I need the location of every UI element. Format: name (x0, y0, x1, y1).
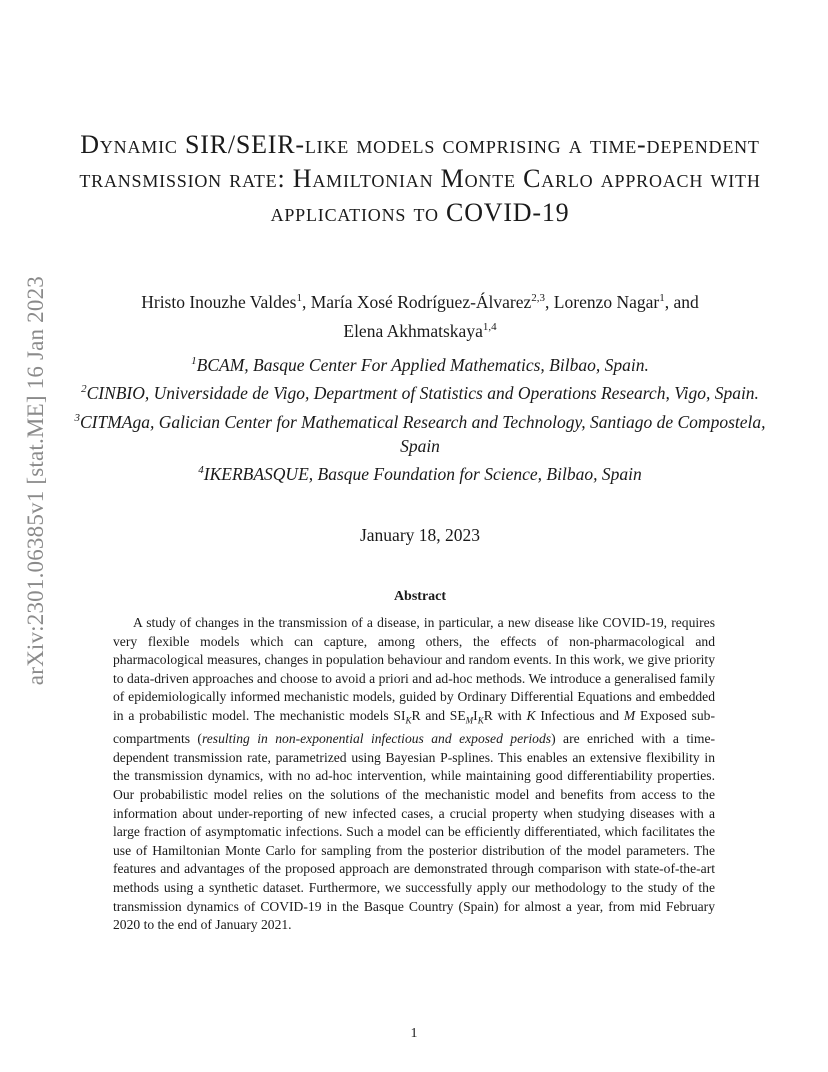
author-separator: , (301, 291, 311, 312)
model-subscript: M (465, 715, 474, 726)
abstract-text: Infectious and (535, 707, 624, 723)
author-affiliation-mark: 2,3 (531, 292, 546, 304)
model-name-part: SE (449, 707, 466, 723)
affiliation-text: BCAM, Basque Center For Applied Mathematics, Bilbao, Spain. (196, 354, 649, 375)
publication-date: January 18, 2023 (359, 525, 481, 545)
abstract-text: A study of changes in the transmission of a disease, in particular, a new disease like COVID-19, requires very flexible models which can capture, among others, the effects of non-pharmacological and pharmacological measures, changes in population behaviour and random events. In this work, we give priority to data-driven approaches and choose to avoid a priori and ad-hoc methods. We introduce a generalised family of epidemiologically informed mechanistic models, guided by Ordinary Differential Equations and embedded in a probabilistic model. The mechanistic models (113, 615, 715, 723)
affiliation (60, 458, 780, 486)
model-subscript: K (405, 715, 412, 726)
author-affiliation-mark: 1,4 (482, 320, 497, 333)
affiliation-text: CINBIO, Universidade de Vigo, Department of Statistics and Operations Research, Vigo, Spain. (86, 383, 759, 404)
author-affiliation-mark: 1 (296, 292, 302, 304)
abstract-emphasis: resulting in non-exponential infectious and exposed periods (201, 731, 552, 747)
author-list (60, 286, 780, 344)
affiliation-mark: 2 (81, 383, 87, 396)
affiliation-list (60, 349, 780, 487)
abstract-text: Exposed sub-compartments ( (113, 707, 715, 747)
paper-title: Dynamic SIR/SEIR-like models comprising a time-dependent transmission rate: Hamiltonian Monte Carlo approach with applications to COVID-19 (79, 130, 761, 227)
model-subscript: K (477, 715, 484, 726)
affiliation-mark: 4 (198, 464, 204, 477)
model-name-sikr (393, 707, 421, 726)
author-name: Lorenzo Nagar (553, 291, 660, 312)
abstract-heading: Abstract (393, 589, 447, 604)
author-name: Elena Akhmatskaya (343, 320, 483, 341)
author-separator: , and (664, 291, 699, 312)
arxiv-stamp (8, 276, 64, 686)
affiliation-text: CITMAga, Galician Center for Mathematical Research and Technology, Santiago de Compostela, Spain (79, 411, 766, 456)
model-name-part: R (411, 707, 421, 723)
abstract-text: and (420, 707, 450, 723)
affiliation-mark: 3 (74, 411, 80, 424)
affiliation-mark: 1 (191, 355, 197, 367)
author-name: Hristo Inouzhe Valdes (141, 291, 297, 312)
abstract-body (113, 614, 715, 935)
model-name-part: I (473, 707, 478, 723)
affiliation (60, 377, 780, 405)
math-variable: M (623, 707, 636, 723)
model-name-part: SI (393, 707, 406, 723)
arxiv-identifier: arXiv:2301.06385v1 [stat.ME] 16 Jan 2023 (23, 276, 48, 686)
abstract-text: ) are enriched with a time-dependent transmission rate, parametrized using Bayesian P-splines. This enables an extensive flexibility in the transmission dynamics, with no ad-hoc intervention, while maintaining good differentiability properties. Our probabilistic model relies on the solutions of the mechanistic model and benefits from access to the information about under-reporting of new infected cases, a crucial property when studying diseases with a large fraction of asymptomatic infections. Such a model can be efficiently differentiated, which facilitates the use of Hamiltonian Monte Carlo for sampling from the posterior distribution of the model parameters. The features and advantages of the proposed approach are demonstrated through comparison with state-of-the-art methods using a synthetic dataset. Furthermore, we successfully apply our methodology to the study of the transmission dynamics of COVID-19 in the Basque Country (Spain) for almost a year, from mid February 2020 to the end of January 2021. (113, 731, 716, 933)
page-number: 1 (410, 1026, 418, 1041)
affiliation-text: IKERBASQUE, Basque Foundation for Science, Bilbao, Spain (203, 464, 642, 485)
model-name-part: R (483, 707, 493, 723)
author-affiliation-mark: 1 (659, 292, 665, 304)
author-name: María Xosé Rodríguez-Álvarez (310, 291, 532, 312)
math-variable: K (526, 707, 536, 723)
model-name-semikr (449, 707, 493, 726)
affiliation (60, 406, 780, 459)
abstract-text: with (492, 707, 527, 723)
affiliation (60, 349, 780, 377)
author-separator: , (545, 291, 554, 312)
